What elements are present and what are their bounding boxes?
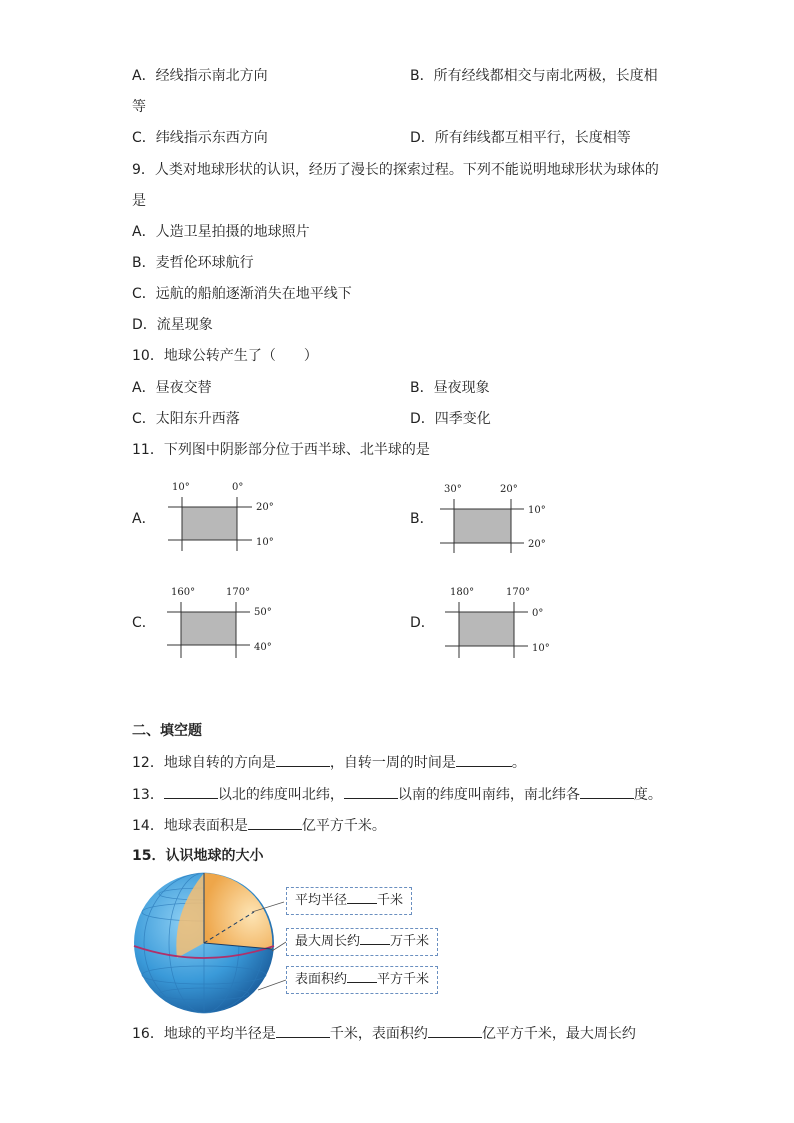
label-right-bottom: 40° bbox=[254, 642, 272, 653]
q8-option-d: D．所有纬线都互相平行，长度相等 bbox=[410, 130, 631, 146]
label-top-right: 20° bbox=[500, 484, 518, 495]
q11-grid-c bbox=[162, 582, 292, 662]
q8-option-b-wrap: 等 bbox=[132, 99, 146, 115]
q10-option-a: A．昼夜交替 bbox=[132, 380, 212, 396]
q13-text-3: 以南的纬度叫南纬，南北纬各 bbox=[397, 787, 580, 803]
shaded-region bbox=[454, 509, 511, 543]
q16-text-2: 千米，表面积约 bbox=[329, 1026, 428, 1042]
answer-blank[interactable] bbox=[347, 970, 377, 983]
q14-line bbox=[132, 815, 386, 836]
shaded-region bbox=[181, 612, 236, 645]
q8-option-c: C．纬线指示东西方向 bbox=[132, 130, 268, 146]
label-right-top: 20° bbox=[256, 502, 274, 513]
radius-box bbox=[286, 887, 412, 915]
q8-option-a: A．经线指示南北方向 bbox=[132, 68, 268, 84]
label-top-left: 180° bbox=[450, 587, 475, 598]
q11-grid-a bbox=[160, 477, 290, 557]
label-top-left: 10° bbox=[172, 482, 190, 493]
label-right-top: 10° bbox=[528, 505, 546, 516]
answer-blank[interactable] bbox=[580, 784, 634, 799]
globe-cutaway bbox=[204, 873, 272, 949]
q12-text-3: 。 bbox=[511, 755, 526, 771]
label-top-left: 30° bbox=[444, 484, 462, 495]
q16-text-3: 亿平方千米，最大周长约 bbox=[481, 1026, 636, 1042]
section-title: 二、填空题 bbox=[132, 723, 202, 739]
q9-stem-wrap: 是 bbox=[132, 193, 146, 209]
q14-text-2: 亿平方千米。 bbox=[301, 818, 386, 834]
label-right-top: 50° bbox=[254, 607, 272, 618]
surface-area-box bbox=[286, 966, 438, 994]
q12-text-2: ，自转一周的时间是 bbox=[329, 755, 456, 771]
q9-option-c: C．远航的船舶逐渐消失在地平线下 bbox=[132, 286, 352, 302]
label-right-bottom: 20° bbox=[528, 539, 546, 550]
answer-blank[interactable] bbox=[276, 752, 330, 767]
q9-option-b: B．麦哲伦环球航行 bbox=[132, 255, 254, 271]
q9-option-a: A．人造卫星拍摄的地球照片 bbox=[132, 224, 310, 240]
q13-text-2: 以北的纬度叫北纬， bbox=[217, 787, 344, 803]
answer-blank[interactable] bbox=[164, 784, 218, 799]
q11-letter-b: B． bbox=[410, 511, 434, 527]
q11-stem: 11．下列图中阴影部分位于西半球、北半球的是 bbox=[132, 442, 430, 458]
q8-option-b: B．所有经线都相交与南北两极，长度相 bbox=[410, 68, 658, 84]
globe-illustration bbox=[132, 872, 292, 1018]
q13-text-4: 度。 bbox=[633, 787, 662, 803]
q11-grid-d bbox=[440, 582, 570, 662]
label-right-top: 0° bbox=[532, 608, 544, 619]
q12-line bbox=[132, 752, 526, 773]
q11-letter-c: C． bbox=[132, 615, 156, 631]
q12-text-1: 12．地球自转的方向是 bbox=[132, 755, 276, 771]
label-right-bottom: 10° bbox=[256, 537, 274, 548]
q16-text-1: 16．地球的平均半径是 bbox=[132, 1026, 276, 1042]
label-top-right: 0° bbox=[232, 482, 244, 493]
surface-area-label: 表面积约 bbox=[295, 972, 348, 987]
q13-line bbox=[132, 784, 662, 805]
q14-text-1: 14．地球表面积是 bbox=[132, 818, 248, 834]
circumference-label: 最大周长约 bbox=[295, 934, 361, 949]
circumference-unit: 万千米 bbox=[390, 934, 430, 949]
answer-blank[interactable] bbox=[344, 784, 398, 799]
label-top-right: 170° bbox=[226, 587, 251, 598]
q11-letter-d: D． bbox=[410, 615, 435, 631]
q10-option-d: D．四季变化 bbox=[410, 411, 491, 427]
answer-blank[interactable] bbox=[248, 815, 302, 830]
label-top-left: 160° bbox=[171, 587, 196, 598]
circumference-box bbox=[286, 928, 438, 956]
q13-text-1: 13． bbox=[132, 787, 164, 803]
label-top-right: 170° bbox=[506, 587, 531, 598]
q11-grid-b bbox=[434, 479, 564, 559]
answer-blank[interactable] bbox=[347, 891, 377, 904]
q10-option-c: C．太阳东升西落 bbox=[132, 411, 240, 427]
shaded-region bbox=[182, 507, 237, 540]
q9-option-d: D．流星现象 bbox=[132, 317, 213, 333]
q11-letter-a: A． bbox=[132, 511, 156, 527]
q15-title: 15．认识地球的大小 bbox=[132, 848, 264, 864]
answer-blank[interactable] bbox=[456, 752, 512, 767]
q9-stem: 9．人类对地球形状的认识，经历了漫长的探索过程。下列不能说明地球形状为球体的 bbox=[132, 162, 659, 178]
shaded-region bbox=[459, 612, 514, 646]
q10-stem: 10．地球公转产生了（ ） bbox=[132, 348, 318, 364]
answer-blank[interactable] bbox=[428, 1023, 482, 1038]
answer-blank[interactable] bbox=[276, 1023, 330, 1038]
label-right-bottom: 10° bbox=[532, 643, 550, 654]
q16-line bbox=[132, 1023, 636, 1044]
answer-blank[interactable] bbox=[360, 932, 390, 945]
radius-label: 平均半径 bbox=[295, 893, 348, 908]
radius-unit: 千米 bbox=[377, 893, 404, 908]
surface-area-unit: 平方千米 bbox=[377, 972, 430, 987]
q10-option-b: B．昼夜现象 bbox=[410, 380, 490, 396]
